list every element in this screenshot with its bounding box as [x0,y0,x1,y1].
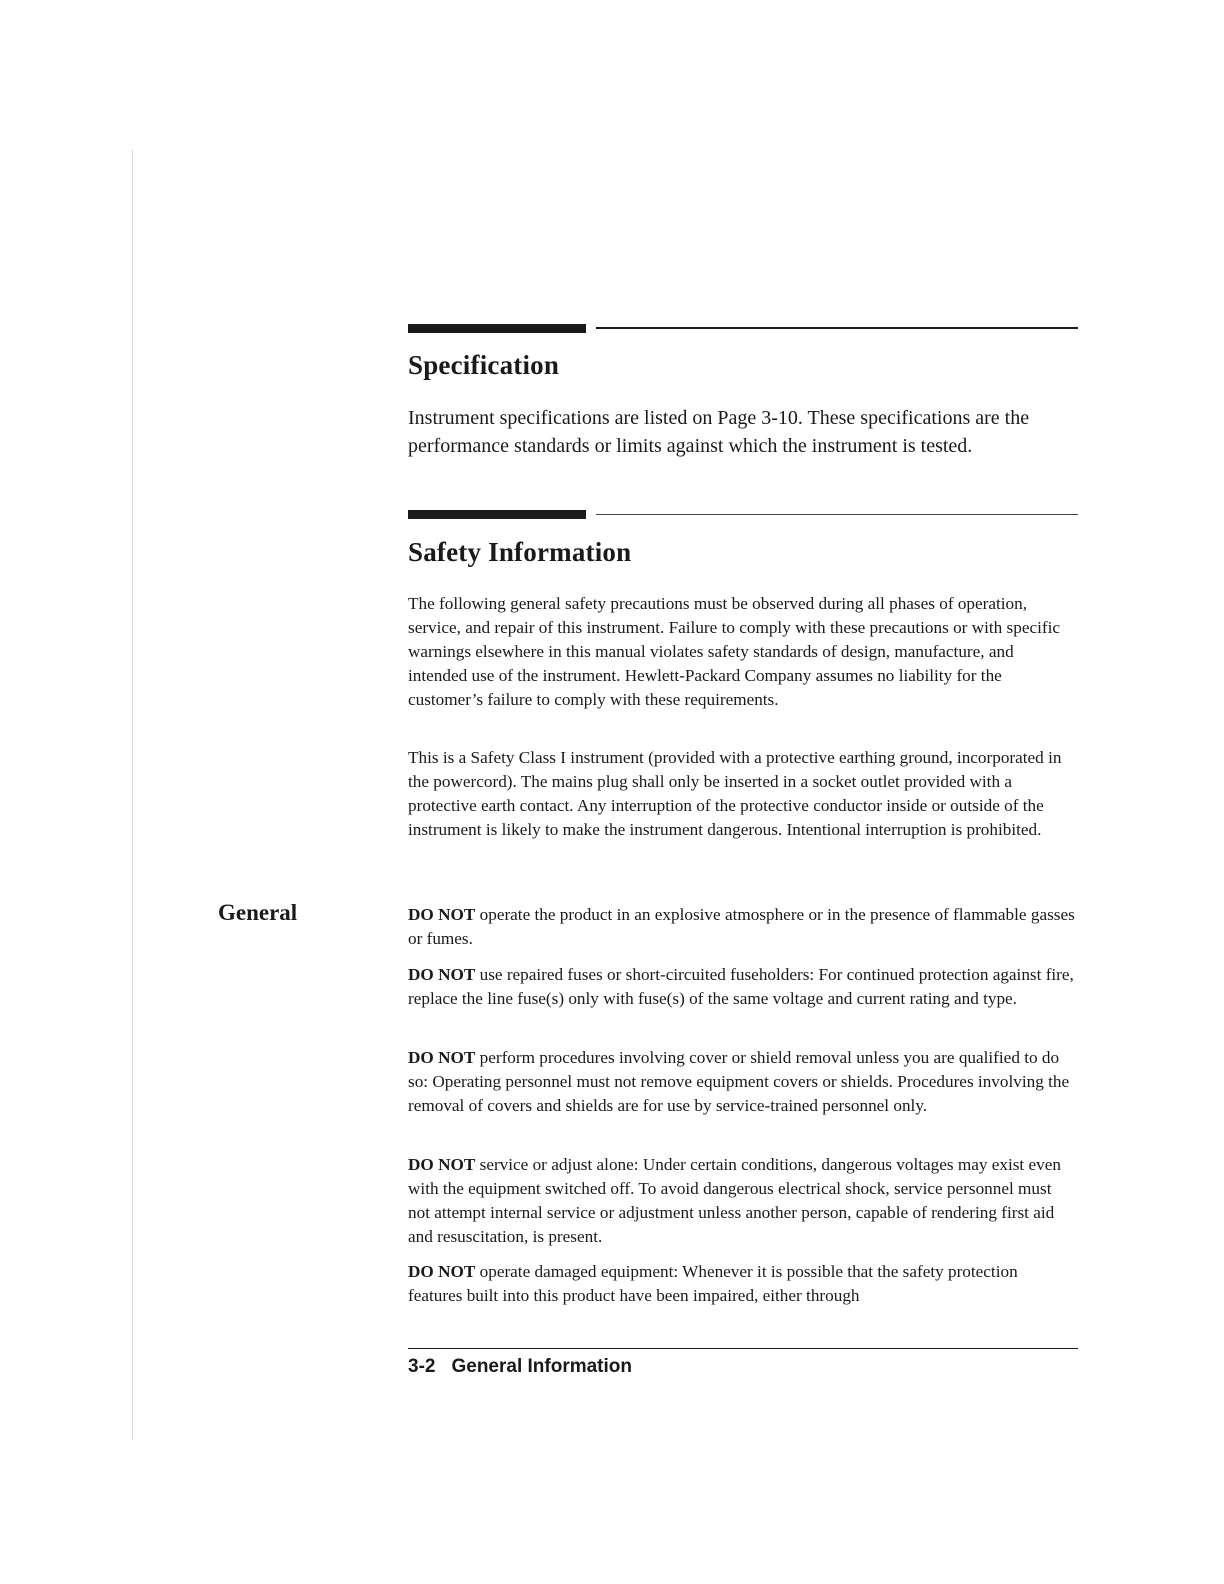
footer-rule [408,1348,1078,1349]
general-item-4 [408,1153,1076,1249]
safety-paragraph-2: This is a Safety Class I instrument (provided with a protective earthing ground, incorporated in the powercord). The mains plug shall only be inserted in a socket outlet provided with a protective earth contact. Any interruption of the protective conductor inside or outside of the instrument is likely to make the instrument dangerous. Intentional interruption is prohibited. [408,748,1062,839]
specification-heading: Specification [408,350,560,380]
do-not-label: DO NOT [408,1155,476,1174]
rule-thin-line [596,327,1078,329]
section-rule-safety [408,510,1078,519]
do-not-label: DO NOT [408,965,476,984]
safety-paragraph-1: The following general safety precautions must be observed during all phases of operation, service, and repair of this instrument. Failure to comply with these precautions or with specific warnings elsewhere in this manual violates safety standards of design, manufacture, and intended use of the instrument. Hewlett-Packard Company assumes no liability for the customer’s failure to comply with these requirements. [408,594,1060,709]
binding-edge-line [132,150,133,1440]
rule-thick-bar [408,510,586,519]
general-item-3 [408,1046,1076,1118]
general-item-text: operate the product in an explosive atmosphere or in the presence of flammable gasses or fumes. [408,905,1075,948]
do-not-label: DO NOT [408,905,476,924]
general-side-heading: General [218,900,298,925]
general-item-text: perform procedures involving cover or shield removal unless you are qualified to do so: Operating personnel must not remove equipment covers or shields. Procedures involving the removal of covers and shields are for use by service-trained personnel only. [408,1048,1070,1115]
general-item-text: operate damaged equipment: Whenever it is possible that the safety protection features built into this product have been impaired, either through [408,1262,1018,1305]
general-item-2 [408,963,1076,1011]
do-not-label: DO NOT [408,1262,476,1281]
general-item-1 [408,903,1076,951]
general-item-text: use repaired fuses or short-circuited fuseholders: For continued protection against fire, replace the line fuse(s) only with fuse(s) of the same voltage and current rating and type. [408,965,1074,1008]
rule-thick-bar [408,324,586,333]
specification-body: Instrument specifications are listed on Page 3-10. These specifications are the performance standards or limits against which the instrument is tested. [408,407,1030,457]
safety-heading: Safety Information [408,537,632,567]
rule-thin-line [596,514,1078,515]
general-item-5 [408,1260,1076,1308]
page-number: 3-2 [408,1356,436,1377]
page-footer [408,1356,632,1378]
general-item-text: service or adjust alone: Under certain conditions, dangerous voltages may exist even with the equipment switched off. To avoid dangerous electrical shock, service personnel must not attempt internal service or adjustment unless another person, capable of rendering first aid and resuscitation, is present. [408,1155,1061,1246]
do-not-label: DO NOT [408,1048,476,1067]
section-rule-specification [408,324,1078,333]
footer-section-name: General Information [451,1356,632,1377]
